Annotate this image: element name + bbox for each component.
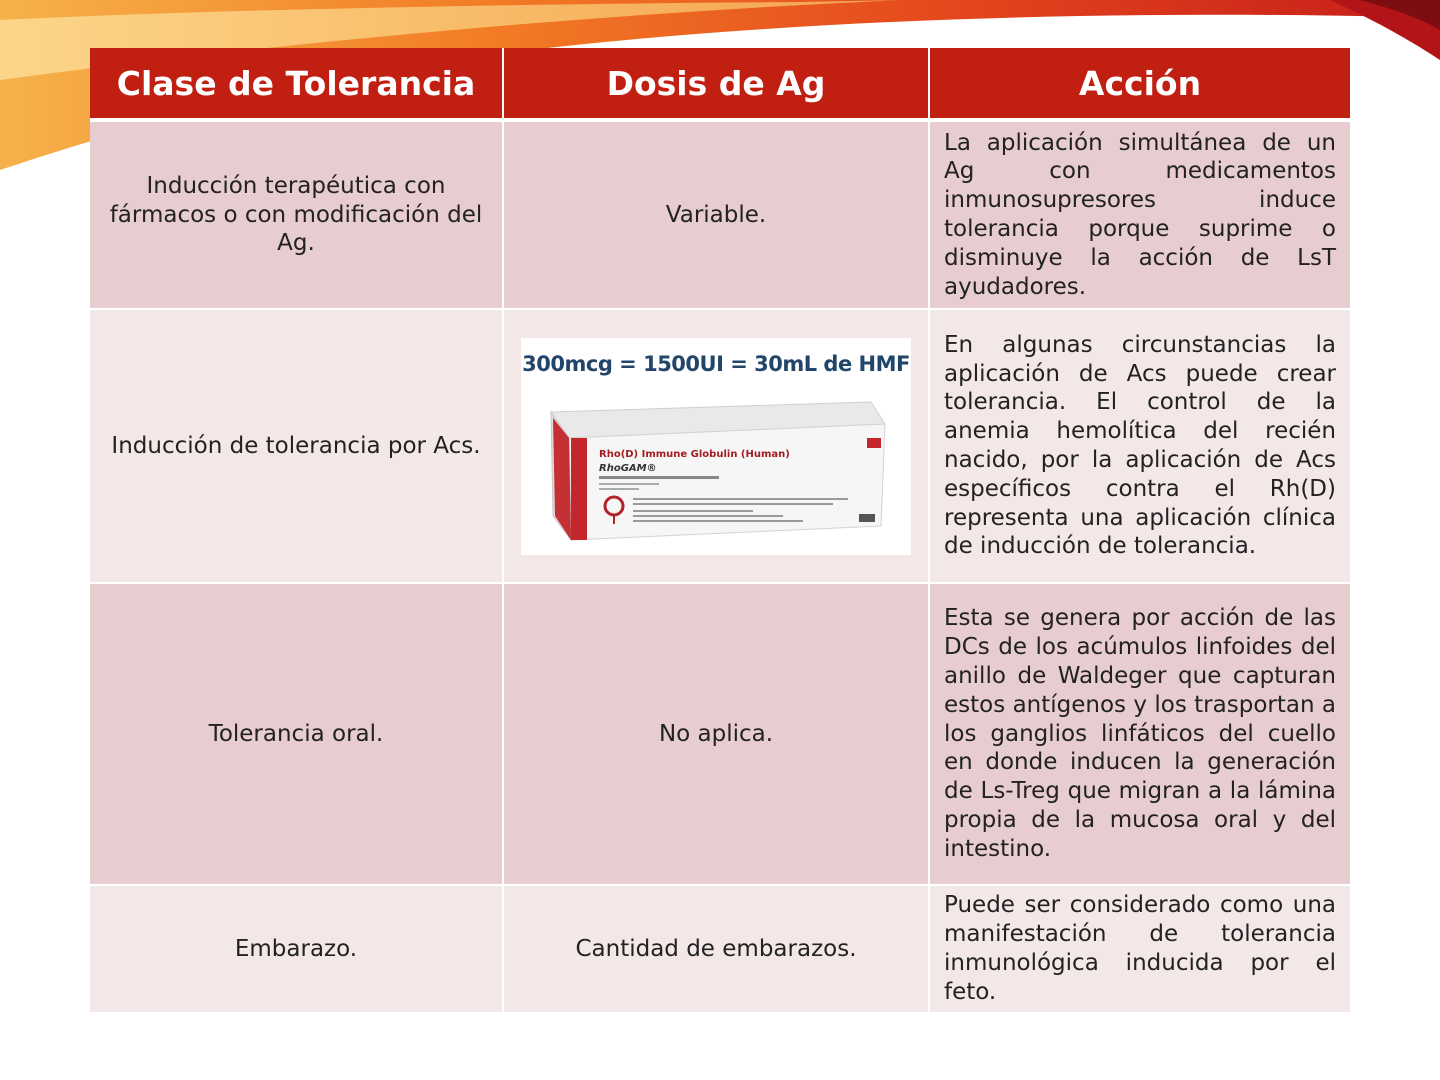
header-accion: Acción xyxy=(929,48,1350,120)
cell-clase: Tolerancia oral. xyxy=(90,583,503,885)
cell-accion: Esta se genera por acción de las DCs de los acúmulos linfoides del anillo de Waldeger que capturan estos antígenos y los trasportan a los ganglios linfáticos del cuello en donde inducen la generación de Ls-Treg que migran a la lámina propia de la mucosa oral y del intestino. xyxy=(929,583,1350,885)
tolerance-table-container xyxy=(90,48,1350,1014)
cell-dosis: No aplica. xyxy=(503,583,929,885)
cell-accion: Puede ser considerado como una manifestación de tolerancia inmunológica inducida por el feto. xyxy=(929,885,1350,1013)
table-row xyxy=(90,309,1350,583)
box-product-line: Rho(D) Immune Globulin (Human) xyxy=(599,448,790,460)
cell-dosis: Variable. xyxy=(503,120,929,309)
header-clase: Clase de Tolerancia xyxy=(90,48,503,120)
table-header-row xyxy=(90,48,1350,120)
medicine-box-illustration xyxy=(541,394,891,544)
box-brand-name: RhoGAM® xyxy=(599,462,657,474)
cell-accion: En algunas circunstancias la aplicación de Acs puede crear tolerancia. El control de la anemia hemolítica del recién nacido, por la aplicación de Acs específicos contra el Rh(D) representa una aplicación clínica de inducción de tolerancia. xyxy=(929,309,1350,583)
header-dosis: Dosis de Ag xyxy=(503,48,929,120)
cell-clase: Inducción terapéutica con fármacos o con modificación del Ag. xyxy=(90,120,503,309)
table-row xyxy=(90,885,1350,1013)
cell-dosis xyxy=(503,309,929,583)
cell-clase: Inducción de tolerancia por Acs. xyxy=(90,309,503,583)
rhogam-product-image xyxy=(521,338,911,555)
cell-dosis: Cantidad de embarazos. xyxy=(503,885,929,1013)
cell-clase: Embarazo. xyxy=(90,885,503,1013)
cell-accion: La aplicación simultánea de un Ag con medicamentos inmunosupresores induce tolerancia porque suprime o disminuye la acción de LsT ayudadores. xyxy=(929,120,1350,309)
tolerance-table xyxy=(90,48,1350,1014)
table-row xyxy=(90,120,1350,309)
table-row xyxy=(90,583,1350,885)
dose-caption: 300mcg = 1500UI = 30mL de HMF xyxy=(522,351,910,376)
